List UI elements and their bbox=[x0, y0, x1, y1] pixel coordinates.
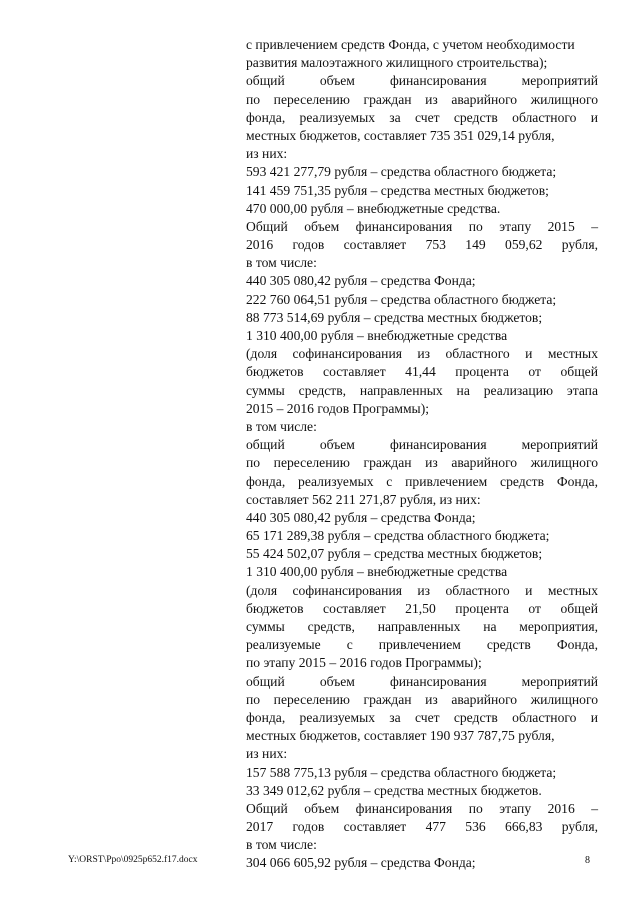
text-line: 440 305 080,42 рубля – средства Фонда; bbox=[246, 509, 476, 525]
page-number: 8 bbox=[585, 855, 590, 866]
footer-file-path: Y:\ORST\Ppo\0925p652.f17.docx bbox=[68, 855, 198, 865]
text-line: 88 773 514,69 рубля – средства местных бюджетов; bbox=[246, 309, 543, 325]
text-line: фонда, реализуемых за счет средств областного и bbox=[246, 709, 598, 725]
text-line: реализуемые с привлечением средств Фонда, bbox=[246, 637, 598, 653]
text-line: общий объем финансирования мероприятий bbox=[246, 437, 598, 453]
text-line: 2016 годов составляет 753 149 059,62 рубля, bbox=[246, 237, 598, 253]
text-line: 1 310 400,00 рубля – внебюджетные средства bbox=[246, 328, 508, 343]
text-line: 304 066 605,92 рубля – средства Фонда; bbox=[246, 855, 476, 871]
text-line: 33 349 012,62 рубля – средства местных бюджетов. bbox=[246, 782, 542, 798]
text-line: из них: bbox=[246, 146, 288, 162]
text-line: составляет 562 211 271,87 рубля, из них: bbox=[246, 491, 481, 507]
text-line: в том числе: bbox=[246, 255, 317, 271]
text-line: 2015 – 2016 годов Программы); bbox=[246, 400, 429, 416]
text-line: местных бюджетов, составляет 190 937 787,75 рубля, bbox=[246, 728, 555, 744]
text-line: развития малоэтажного жилищного строительства); bbox=[246, 55, 548, 71]
text-line: по переселению граждан из аварийного жилищного bbox=[246, 455, 598, 471]
document-body bbox=[246, 36, 598, 873]
text-line: местных бюджетов, составляет 735 351 029,14 рубля, bbox=[246, 127, 555, 143]
text-line: бюджетов составляет 41,44 процента от общей bbox=[246, 364, 598, 380]
text-line: Общий объем финансирования по этапу 2016 – bbox=[246, 800, 598, 816]
text-line: 1 310 400,00 рубля – внебюджетные средства bbox=[246, 564, 508, 580]
text-line: из них: bbox=[246, 746, 288, 762]
text-line: по переселению граждан из аварийного жилищного bbox=[246, 91, 598, 107]
text-line: 141 459 751,35 рубля – средства местных бюджетов; bbox=[246, 182, 549, 198]
text-line: 440 305 080,42 рубля – средства Фонда; bbox=[246, 273, 476, 289]
text-line: в том числе: bbox=[246, 837, 317, 853]
text-line: суммы средств, направленных на мероприятия, bbox=[246, 619, 598, 634]
text-line: 222 760 064,51 рубля – средства областного бюджета; bbox=[246, 291, 557, 307]
text-line: (доля софинансирования из областного и местных bbox=[246, 582, 598, 598]
text-line: (доля софинансирования из областного и местных bbox=[246, 346, 598, 362]
text-line: 55 424 502,07 рубля – средства местных бюджетов; bbox=[246, 546, 543, 562]
text-line: 65 171 289,38 рубля – средства областного бюджета; bbox=[246, 528, 550, 544]
text-line: фонда, реализуемых с привлечением средств Фонда, bbox=[246, 473, 598, 489]
text-line: по этапу 2015 – 2016 годов Программы); bbox=[246, 655, 482, 671]
text-line: Общий объем финансирования по этапу 2015 – bbox=[246, 218, 598, 234]
text-line: фонда, реализуемых за счет средств областного и bbox=[246, 109, 598, 125]
text-line: суммы средств, направленных на реализацию этапа bbox=[246, 382, 598, 398]
text-line: общий объем финансирования мероприятий bbox=[246, 73, 598, 89]
text-line: с привлечением средств Фонда, с учетом необходимости bbox=[246, 37, 575, 52]
text-line: по переселению граждан из аварийного жилищного bbox=[246, 691, 598, 707]
text-line: в том числе: bbox=[246, 418, 317, 434]
text-line: 470 000,00 рубля – внебюджетные средства. bbox=[246, 200, 501, 216]
text-line: 157 588 775,13 рубля – средства областного бюджета; bbox=[246, 764, 557, 780]
text-line: 593 421 277,79 рубля – средства областного бюджета; bbox=[246, 164, 557, 180]
text-line: бюджетов составляет 21,50 процента от общей bbox=[246, 600, 598, 616]
text-line: 2017 годов составляет 477 536 666,83 рубля, bbox=[246, 819, 598, 835]
text-line: общий объем финансирования мероприятий bbox=[246, 673, 598, 689]
